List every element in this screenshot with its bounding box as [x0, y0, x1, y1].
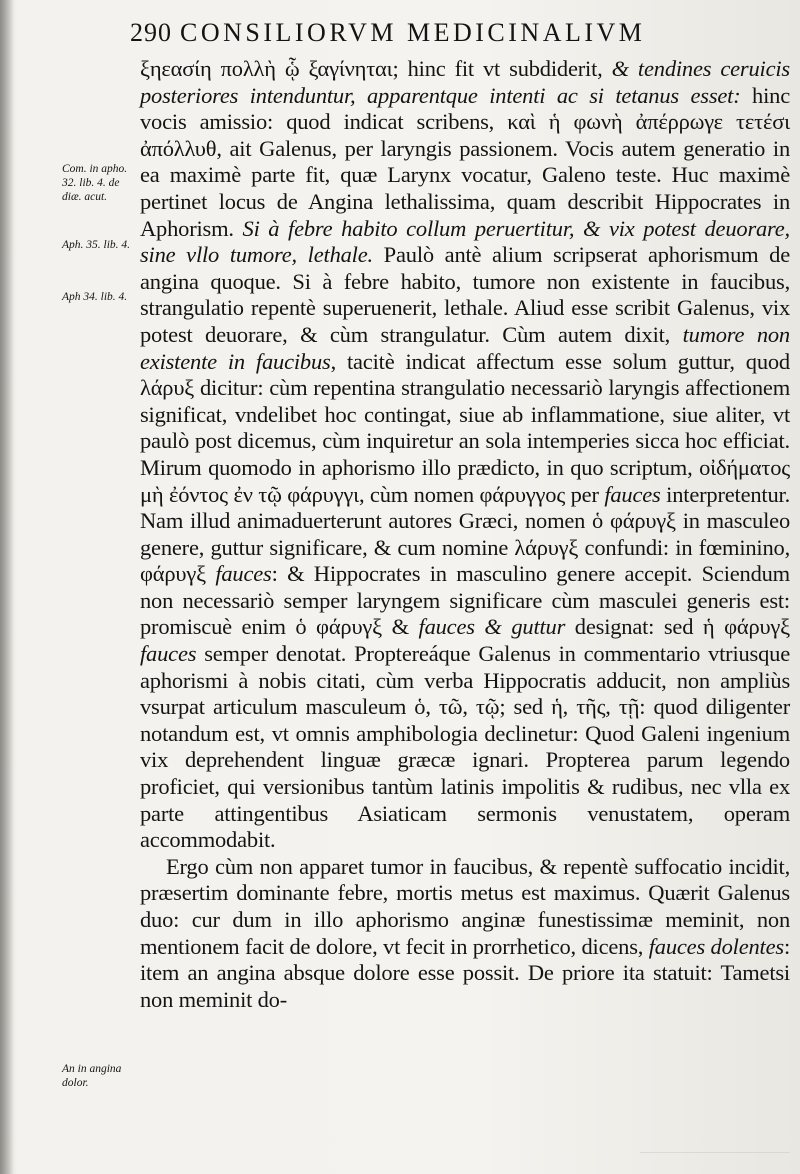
- margin-note: Com. in apho. 32. lib. 4. de diæ. acut.: [62, 163, 128, 203]
- text-segment: Paulò antè alium scripserat aphorismum de angina quoque. Si à febre habito, tumore non existente in faucibus, strangulatio repentè superuenerit, lethale. Aliud esse scribit Galenus, vix potest deuorare, & cùm strangulatur. Cùm autem dixit,: [140, 242, 790, 347]
- text-segment: Ergo cùm non apparet tumor in faucibus, & repentè suffocatio incidit, præsertim dominante febre, mortis metus est maximus. Quærit Galenus duo: cur dum in illo aphorismo anginæ funestissimæ meminit, non mentionem facit de dolore, vt fecit in prorrhetico, dicens,: [140, 853, 790, 959]
- italic-text-segment: fauces dolentes: [648, 933, 784, 959]
- paragraph: [140, 854, 790, 1014]
- text-segment: : & Hippocrates in masculino genere accepit. Sciendum non necessariò semper laryngem significare cùm masculei generis est: promiscuè enim ὁ φάρυγξ &: [140, 561, 790, 640]
- italic-text-segment: & tendines ceruicis posteriores intenduntur, apparentque intenti ac si tetanus esset:: [140, 56, 790, 108]
- text-segment: : item an angina absque dolore esse possit. De priore ita statuit: Tametsi non meminit do-: [140, 933, 790, 1012]
- gutter-shadow: [0, 0, 14, 1174]
- margin-note: An in angina dolor.: [62, 1063, 122, 1089]
- text-segment: interpretentur. Nam illud animaduerterunt autores Græci, nomen ὁ φάρυγξ in masculeo genere, guttur significare, & cum nomine λάρυγξ confundi: in fœminino, φάρυγξ: [140, 481, 790, 587]
- text-segment: designat: sed ἡ φάρυγξ: [565, 614, 790, 640]
- page-number: 290: [130, 18, 172, 47]
- margin-note: Aph. 35. lib. 4.: [62, 239, 131, 251]
- italic-text-segment: fauces: [140, 641, 197, 667]
- running-title: CONSILIORVM MEDICINALIVM: [180, 18, 646, 47]
- text-segment: hinc vocis amissio: quod indicat scribens, καὶ ἡ φωνὴ ἀπέρρωγε τετέσι ἀπόλλυθ, ait Galenus, per laryngis passionem. Vocis autem generatio in ea maximè parte fit, quæ Larynx vocatur, Galeno teste. Huc maximè pertinet locus de Angina lethalissima, quam describit Hippocrates in Aphorism.: [140, 82, 790, 241]
- italic-text-segment: Si à febre habito collum peruertitur, & vix potest deuorare, sine vllo tumore, lethale.: [140, 215, 790, 268]
- scan-artifact: [640, 1152, 790, 1173]
- text-segment: ξηεασίη πολλὴ ᾧ ξαγίνηται; hinc fit vt subdiderit,: [140, 56, 612, 81]
- text-segment: , tacitè indicat affectum esse solum guttur, quod λάρυξ dicitur: cùm repentina strangulatio necessariò laryngis affectionem significat, vndelibet hoc contingat, siue ab inflammatione, siue aliter, vt paulò post dicemus, cùm inquiretur an sola intemperies sicca hoc efficiat. Mirum quomodo in aphorismo illo prædicto, in quo scriptum, οἰδήματος μὴ ἐόντος ἐν τῷ φάρυγγι, cùm nomen φάρυγγος per: [140, 348, 790, 507]
- italic-text-segment: fauces & guttur: [418, 614, 566, 640]
- text-segment: semper denotat. Proptereáque Galenus in commentario vtriusque aphorismi à nobis citati, cùm verba Hippocratis adducit, non ampliùs vsurpat articulum masculeum ὁ, τῶ, τῷ; sed ἡ, τῆς, τῇ: quod diligenter notandum est, vt omnis amphibologia declinetur: Quod Galeni ingenium vix deprehendent linguæ græcæ ignari. Propterea parum legendo proficiet, qui versionibus tantùm latinis impolitis & rudibus, nec vlla ex parte attingentibus Asiaticam sermonis venustatem, operam accommodabit.: [140, 641, 790, 853]
- margin-note: Aph 34. lib. 4.: [62, 291, 128, 303]
- main-text-column: [140, 56, 790, 1013]
- italic-text-segment: fauces: [215, 561, 272, 587]
- italic-text-segment: fauces: [604, 481, 661, 507]
- page-header: [130, 18, 790, 54]
- italic-text-segment: tumore non existente in faucibus: [140, 321, 790, 374]
- paragraph: [140, 56, 790, 854]
